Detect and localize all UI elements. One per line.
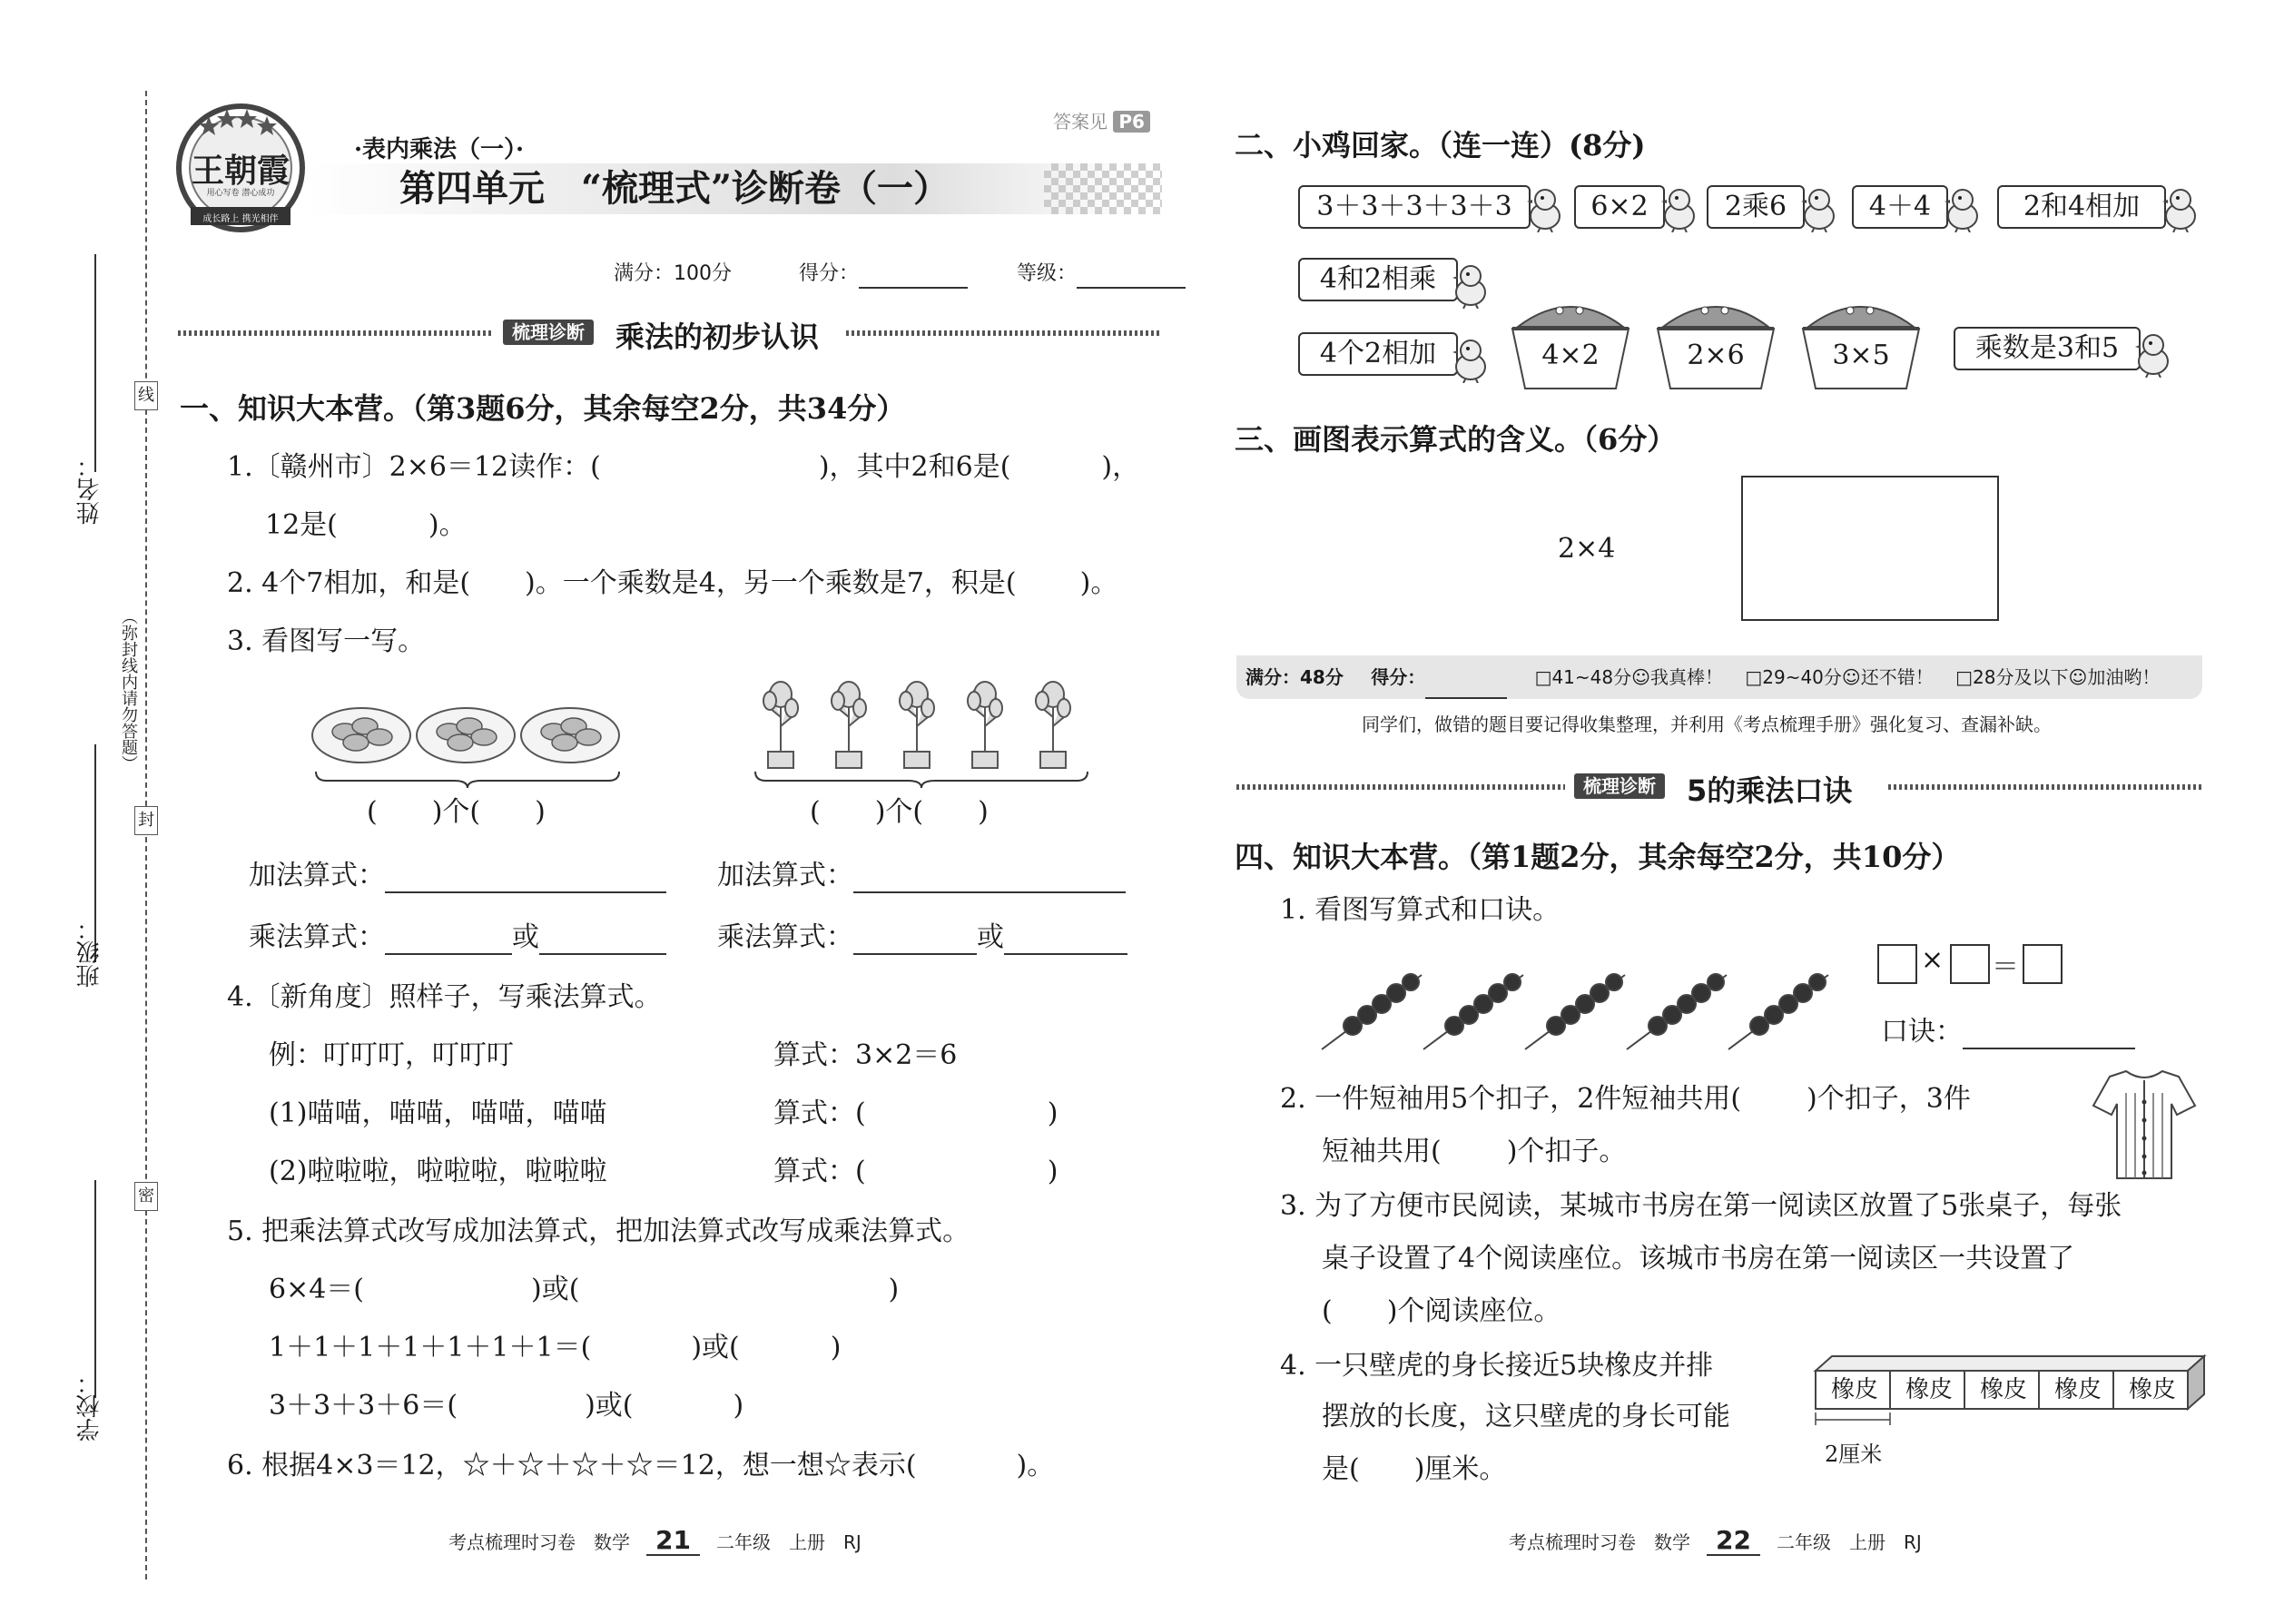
question-5: 5. 把乘法算式改写成加法算式，把加法算式改写成乘法算式。 (227, 1216, 970, 1247)
q4-example-answer: 算式：3×2＝6 (773, 1039, 958, 1071)
class-label: 班级： (76, 917, 103, 988)
page-number: 22 (1707, 1527, 1760, 1556)
p4-question-4-line3[interactable]: 是( )厘米。 (1322, 1453, 1507, 1485)
chick-label-5[interactable]: 2和4相加 (1997, 185, 2166, 229)
answer-reference-label: 答案见 (1053, 111, 1108, 133)
q2-text-3: 短袖共用( (1322, 1136, 1442, 1167)
koujue-field[interactable] (1963, 1020, 2135, 1049)
basket-3[interactable] (1797, 292, 1925, 394)
eraser-length-label: 2厘米 (1825, 1442, 1883, 1467)
or-label: 或 (977, 921, 1004, 953)
q5-3-text: 3＋3＋3＋6＝( (269, 1390, 458, 1422)
eraser-label-4: 橡皮 (2053, 1376, 2102, 1403)
chick-label-6[interactable]: 4和2相乘 (1298, 258, 1458, 301)
name-label: 姓名： (76, 454, 103, 525)
q5-item-3 (269, 1389, 743, 1423)
p4-question-3-line3[interactable]: ( )个阅读座位。 (1322, 1295, 1561, 1327)
q5-1-text-b: )或( (531, 1274, 580, 1305)
q4-item-2: (2)啦啦啦，啦啦啦，啦啦啦 (269, 1156, 607, 1187)
eval-option-2[interactable]: □29~40分 (1745, 666, 1842, 688)
p4-question-4: 4. 一只壁虎的身长接近5块橡皮并排 (1280, 1350, 1714, 1382)
q5-1-text: 6×4＝( (269, 1274, 365, 1305)
chick-label-3[interactable]: 2乘6 (1707, 185, 1805, 229)
q2-text-4: )个扣子。 (1506, 1136, 1627, 1167)
brand-logo (172, 100, 309, 236)
q1-text: 1.〔赣州市〕2×6＝12读作：( (227, 451, 601, 483)
q3-blank-right[interactable]: ( )个( ) (810, 796, 989, 828)
basket-2[interactable] (1652, 292, 1779, 394)
factor-box-2[interactable] (1950, 944, 1990, 984)
unit-topic: ·表内乘法（一）· (354, 136, 525, 163)
q5-item-2 (269, 1331, 841, 1365)
section-tag: 梳理诊断 (1574, 773, 1665, 799)
q2-text-2: )。一个乘数是4，另一个乘数是7，积是( (525, 567, 1017, 599)
seal-note: （弥封线内请勿答题） (119, 608, 138, 772)
chick-icon (2161, 187, 2200, 232)
close-paren: ) (1047, 1156, 1058, 1187)
footer-left (448, 1527, 861, 1556)
eval-score-field[interactable] (1425, 677, 1507, 699)
q5-2-text: 1＋1＋1＋1＋1＋1＋1＝( (269, 1332, 592, 1363)
or-label: 或 (512, 921, 539, 953)
q2-text: 2. 4个7相加，和是( (227, 567, 471, 599)
p4-question-2-line2 (1322, 1135, 1626, 1169)
binding-margin (0, 0, 154, 1624)
footer-grade: 二年级 上册 RJ (715, 1531, 861, 1553)
seal-mark-top: 线 (134, 381, 158, 410)
answer-page-badge: P6 (1113, 111, 1150, 133)
eval-option-2-text: 还不错！ (1860, 666, 1934, 688)
dumpling-plates-picture (309, 699, 626, 790)
q1-text-4: 12是( (265, 509, 338, 541)
brand-slogan-2: 成长路上 携光相伴 (202, 214, 279, 224)
footer-book: 考点梳理时习卷 数学 (1509, 1531, 1690, 1553)
part3-title: 三、画图表示算式的含义。（6分） (1235, 422, 1677, 457)
p4-question-1: 1. 看图写算式和口诀。 (1280, 894, 1561, 926)
skewers-picture (1316, 962, 1843, 1062)
footer-book: 考点梳理时习卷 数学 (448, 1531, 630, 1553)
mul-label: 乘法算式： (717, 921, 853, 953)
basket-2-label: 2×6 (1687, 340, 1745, 371)
question-3: 3. 看图写一写。 (227, 625, 426, 657)
close-paren: ) (830, 1332, 842, 1363)
chick-label-2[interactable]: 6×2 (1574, 185, 1665, 229)
mul-field-right-2[interactable] (1004, 926, 1127, 955)
formula-label: 算式：( (773, 1097, 866, 1129)
review-note: 同学们，做错的题目要记得收集整理，并利用《考点梳理手册》强化复习、查漏补缺。 (1362, 714, 2052, 735)
smile-icon: ☺ (2068, 666, 2088, 688)
cactus-pots-picture (753, 681, 1089, 790)
chick-label-7[interactable]: 4个2相加 (1298, 332, 1458, 376)
score-field[interactable] (859, 260, 968, 289)
close-paren: ) (733, 1390, 744, 1422)
name-field-line[interactable] (94, 254, 96, 472)
q1-text-2: )，其中2和6是( (818, 451, 1011, 483)
chick-icon (1525, 187, 1565, 232)
shirt-icon (2090, 1066, 2199, 1184)
part1-title: 一、知识大本营。（第3题6分，其余每空2分，共34分） (180, 391, 906, 426)
q5-2-text-b: )或( (691, 1332, 740, 1363)
section-header-five-table (1236, 773, 2202, 808)
section-title: 乘法的初步认识 (615, 320, 820, 354)
page-number: 21 (646, 1527, 700, 1556)
eval-option-3[interactable]: □28分及以下 (1955, 666, 2069, 688)
grade-field[interactable] (1077, 260, 1186, 289)
q4-item-2-formula (773, 1155, 1058, 1189)
q2-text: 2. 一件短袖用5个扣子，2件短袖共用( (1280, 1083, 1742, 1115)
part2-title: 二、小鸡回家。（连一连）(8分) (1235, 128, 1646, 162)
part3-expression: 2×4 (1558, 533, 1616, 565)
basket-1-label: 4×2 (1541, 340, 1600, 371)
q2-text-2: )个扣子，3件 (1807, 1083, 1971, 1115)
q5-item-1 (269, 1273, 899, 1307)
grade-label: 等级： (1017, 262, 1078, 285)
q1-text-3: )， (1101, 451, 1140, 483)
add-label: 加法算式： (717, 860, 853, 891)
q3-addition-right (717, 859, 1126, 893)
chick-icon (1943, 187, 1983, 232)
mul-label: 乘法算式： (249, 921, 385, 953)
close-paren: ) (888, 1274, 900, 1305)
chick-icon (1659, 187, 1699, 232)
q4-example: 例：叮叮叮，叮叮叮 (269, 1039, 514, 1071)
chick-label-8[interactable]: 乘数是3和5 (1954, 327, 2141, 370)
evaluation-bar (1236, 655, 2202, 699)
question-2 (227, 566, 1117, 601)
p4-question-4-line2: 摆放的长度，这只壁虎的身长可能 (1322, 1401, 1730, 1432)
eval-score-label: 得分： (1371, 666, 1426, 688)
brand-slogan: 用心写卷 潜心成功 (206, 189, 275, 198)
mul-field-right-1[interactable] (853, 926, 977, 955)
question-1 (227, 450, 1139, 485)
basket-3-label: 3×5 (1832, 340, 1890, 371)
chick-icon (1451, 338, 1491, 383)
q4-item-1-formula (773, 1097, 1058, 1131)
add-field-right[interactable] (853, 864, 1126, 893)
smile-icon: ☺ (1841, 666, 1861, 688)
seal-mark-mid: 封 (134, 806, 158, 835)
question-1-line2 (265, 508, 467, 543)
p4-question-2 (1280, 1082, 1971, 1117)
q4-item-1: (1)喵喵，喵喵，喵喵，喵喵 (269, 1097, 607, 1129)
title-checker (1044, 163, 1162, 214)
q5-3-text-b: )或( (585, 1390, 634, 1422)
p4-question-3-line2: 桌子设置了4个阅读座位。该城市书房在第一阅读区一共设置了 (1322, 1243, 2075, 1275)
section-tag: 梳理诊断 (503, 320, 594, 345)
footer-grade: 二年级 上册 RJ (1776, 1531, 1922, 1553)
chick-icon (2133, 332, 2173, 378)
page-title: 第四单元 “梳理式”诊断卷（一） (399, 167, 950, 210)
skewer-icon (1316, 962, 1843, 1062)
times-sign: × (1921, 944, 1944, 976)
school-field-line[interactable] (94, 1180, 96, 1398)
q1-text-5: )。 (428, 509, 467, 541)
mul-field-left-1[interactable] (385, 926, 512, 955)
part4-title: 四、知识大本营。（第1题2分，其余每空2分，共10分） (1235, 840, 1961, 874)
full-score: 满分：100分 (614, 262, 732, 285)
drawing-box[interactable] (1741, 476, 1999, 621)
q6-text-2: )。 (1016, 1450, 1055, 1481)
eraser-label-3: 橡皮 (1979, 1376, 2027, 1403)
factor-box-1[interactable] (1877, 944, 1917, 984)
equation-row (1877, 944, 2068, 984)
chick-icon (1799, 187, 1839, 232)
q2-text-3: )。 (1079, 567, 1118, 599)
smile-icon: ☺ (1631, 666, 1650, 688)
question-6 (227, 1449, 1054, 1483)
erasers-picture (1812, 1353, 2211, 1429)
shirt-picture (2090, 1066, 2199, 1184)
chick-icon (1451, 263, 1491, 309)
section-header-multiplication (178, 320, 1162, 354)
eraser-label-1: 橡皮 (1830, 1376, 1878, 1403)
score-bar (614, 260, 1186, 289)
seal-mark-bottom: 密 (134, 1182, 158, 1211)
q3-multiplication-left (249, 920, 666, 955)
seal-line (145, 91, 147, 1580)
product-box[interactable] (2023, 944, 2063, 984)
q3-multiplication-right (717, 920, 1127, 955)
score-label: 得分： (799, 262, 860, 285)
footer-right (1509, 1527, 1922, 1556)
question-4: 4.〔新角度〕照样子，写乘法算式。 (227, 981, 662, 1013)
section-title: 5的乘法口诀 (1687, 773, 1853, 808)
koujue-row (1881, 1015, 2135, 1049)
basket-1[interactable] (1507, 292, 1634, 394)
answer-reference (1053, 107, 1150, 133)
chick-label-1[interactable]: 3＋3＋3＋3＋3 (1298, 185, 1531, 229)
close-paren: ) (1047, 1097, 1058, 1129)
eraser-label-2: 橡皮 (1905, 1376, 1953, 1403)
q6-text: 6. 根据4×3＝12，☆＋☆＋☆＋☆＝12，想一想☆表示( (227, 1450, 917, 1481)
eraser-label-5: 橡皮 (2128, 1376, 2176, 1403)
chick-label-4[interactable]: 4＋4 (1852, 185, 1948, 229)
eval-full-score: 满分：48分 (1245, 666, 1344, 688)
eval-option-1-text: 我真棒！ (1649, 666, 1723, 688)
eval-option-1[interactable]: □41~48分 (1534, 666, 1632, 688)
mul-field-left-2[interactable] (539, 926, 666, 955)
cactus-icon (753, 681, 1089, 790)
koujue-label: 口诀： (1881, 1016, 1963, 1048)
formula-label: 算式：( (773, 1156, 866, 1187)
add-field-left[interactable] (385, 864, 666, 893)
q3-blank-left[interactable]: ( )个( ) (367, 796, 546, 828)
eval-option-3-text: 加油哟！ (2087, 666, 2161, 688)
add-label: 加法算式： (249, 860, 385, 891)
school-label: 学校： (76, 1371, 103, 1442)
q3-addition-left (249, 859, 666, 893)
p4-question-3: 3. 为了方便市民阅读，某城市书房在第一阅读区放置了5张桌子，每张 (1280, 1190, 2122, 1222)
equals-sign: ＝ (1992, 951, 2019, 983)
dumpling-plate-icon (309, 699, 626, 790)
brand-name: 王朝霞 (191, 152, 290, 190)
